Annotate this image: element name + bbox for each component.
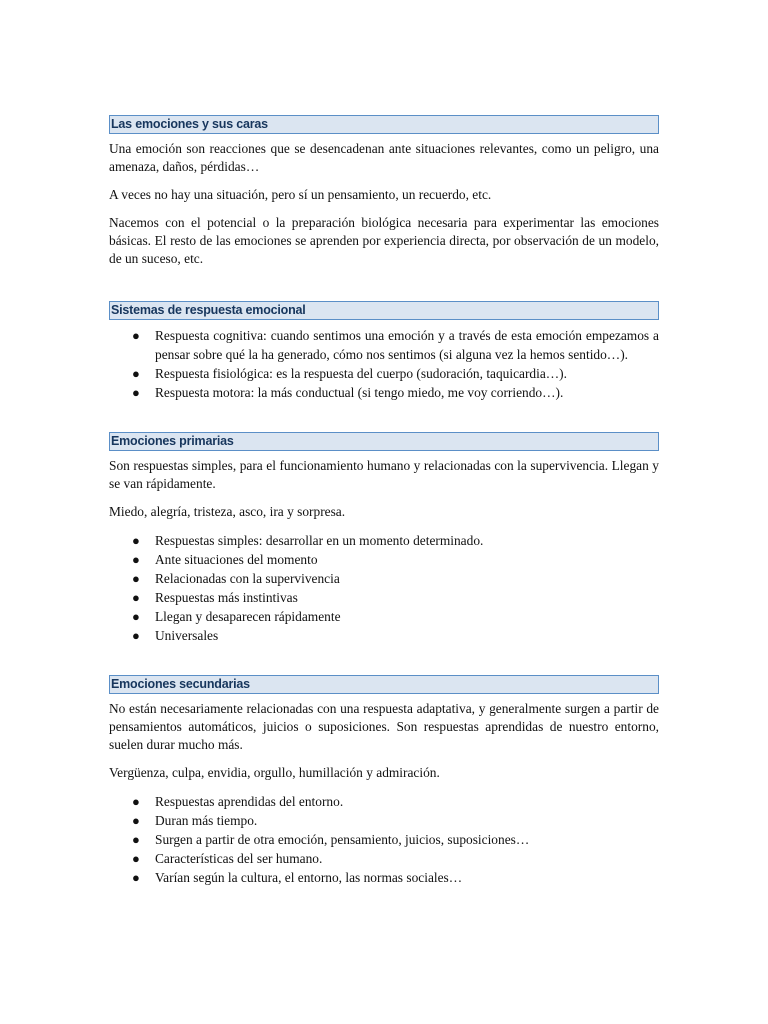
list-item-text: Respuestas más instintivas: [155, 590, 298, 605]
bullet-icon: ●: [132, 813, 140, 828]
section-heading: Emociones secundarias: [109, 675, 659, 694]
bullet-icon: ●: [132, 832, 140, 847]
paragraph: Vergüenza, culpa, envidia, orgullo, humillación y admiración.: [109, 765, 440, 780]
paragraph: No están necesariamente relacionadas con una respuesta adaptativa, y generalmente surgen a partir de pensamientos automáticos, juicios o suposiciones. Son respuestas aprendidas de nuestro entorno, suelen durar mucho más.: [109, 701, 659, 752]
bullet-icon: ●: [132, 385, 140, 400]
list-item: [109, 383, 659, 402]
list-item-text: Relacionadas con la supervivencia: [155, 571, 340, 586]
list-item: [109, 531, 659, 550]
list-item-text: Respuestas aprendidas del entorno.: [155, 794, 344, 809]
bullet-icon: ●: [132, 590, 140, 605]
section-heading: Las emociones y sus caras: [109, 115, 659, 134]
bullet-icon: ●: [132, 851, 140, 866]
list-item: [109, 868, 659, 887]
bullet-icon: ●: [132, 366, 140, 381]
section-emociones-secundarias: [109, 675, 659, 887]
list-item-text: Universales: [155, 628, 219, 643]
paragraph: Son respuestas simples, para el funcionamiento humano y relacionadas con la supervivencia. Llegan y se van rápidamente.: [109, 458, 659, 491]
list-item: [109, 811, 659, 830]
bullet-icon: ●: [132, 870, 140, 885]
bullet-icon: ●: [132, 794, 140, 809]
section-emociones-y-caras: [109, 115, 659, 268]
list-item: [109, 326, 659, 364]
list-item-text: Llegan y desaparecen rápidamente: [155, 609, 341, 624]
bullet-list: [109, 326, 659, 402]
list-item: [109, 849, 659, 868]
bullet-icon: ●: [132, 571, 140, 586]
list-item-text: Respuesta motora: la más conductual (si tengo miedo, me voy corriendo…).: [155, 385, 564, 400]
list-item: [109, 607, 659, 626]
list-item-text: Ante situaciones del momento: [155, 552, 318, 567]
bullet-list: [109, 792, 659, 887]
bullet-icon: ●: [132, 609, 140, 624]
bullet-icon: ●: [132, 533, 140, 548]
list-item: [109, 364, 659, 383]
bullet-icon: ●: [132, 628, 140, 643]
list-item: [109, 569, 659, 588]
bullet-icon: ●: [132, 552, 140, 567]
section-sistemas-respuesta: [109, 301, 659, 402]
section-heading: Sistemas de respuesta emocional: [109, 301, 659, 320]
list-item-text: Características del ser humano.: [155, 851, 323, 866]
document-page: [109, 115, 659, 887]
list-item-text: Respuesta fisiológica: es la respuesta del cuerpo (sudoración, taquicardia…).: [155, 366, 567, 381]
section-heading: Emociones primarias: [109, 432, 659, 451]
list-item-text: Varían según la cultura, el entorno, las normas sociales…: [155, 870, 463, 885]
paragraph: Miedo, alegría, tristeza, asco, ira y sorpresa.: [109, 504, 346, 519]
list-item-text: Respuestas simples: desarrollar en un momento determinado.: [155, 533, 484, 548]
bullet-list: [109, 531, 659, 645]
list-item: [109, 588, 659, 607]
list-item: [109, 550, 659, 569]
list-item-text: Respuesta cognitiva: cuando sentimos una emoción y a través de esta emoción empezamos a pensar sobre qué la ha generado, cómo nos sentimos (si alguna vez la hemos sentido…).: [155, 328, 659, 362]
paragraph: Una emoción son reacciones que se desencadenan ante situaciones relevantes, como un peligro, una amenaza, daños, pérdidas…: [109, 141, 659, 174]
list-item-text: Duran más tiempo.: [155, 813, 258, 828]
section-emociones-primarias: [109, 432, 659, 645]
list-item: [109, 792, 659, 811]
paragraph: Nacemos con el potencial o la preparación biológica necesaria para experimentar las emociones básicas. El resto de las emociones se aprenden por experiencia directa, por observación de un modelo, de un suceso, etc.: [109, 215, 659, 266]
list-item: [109, 830, 659, 849]
list-item-text: Surgen a partir de otra emoción, pensamiento, juicios, suposiciones…: [155, 832, 530, 847]
bullet-icon: ●: [132, 328, 140, 343]
list-item: [109, 626, 659, 645]
paragraph: A veces no hay una situación, pero sí un pensamiento, un recuerdo, etc.: [109, 187, 492, 202]
